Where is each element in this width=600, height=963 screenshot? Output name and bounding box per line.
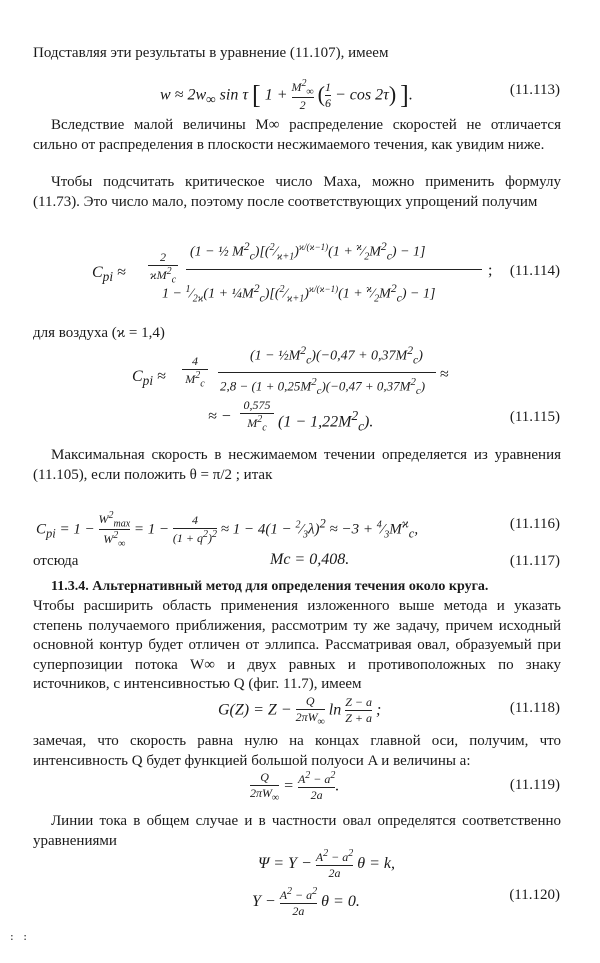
paragraph-small-mach: Вследствие малой величины M∞ распределение скоростей не отличается сильно от распределения в плоскости несжимаемого течения, как увидим ниже. (33, 117, 561, 153)
equation-11-120-second: Y − $\frac{A^2 - a^2}{2a}$ θ = 0. (252, 886, 360, 918)
paragraph-critical-mach: Чтобы подсчитать критическое число Маха, можно применить формулу (11.73). Это число мало, поэтому после соответствующих упрощений получим (33, 174, 561, 210)
equation-number-11-114: (11.114) (509, 263, 560, 279)
scan-mark: : : (10, 930, 30, 943)
label-hence: отсюда (33, 553, 79, 569)
equation-11-117: Mc = 0,408. (270, 551, 350, 568)
equation-number-11-117: (11.117) (509, 553, 560, 569)
equation-11-118: G(Z) = Z − $\frac{Q}{2\pi W_\infty}$ ln $\frac{Z - a}{Z + a}$ ; (218, 694, 382, 728)
equation-11-114: $C_{pi}$ ≈ 2 $ϰM^2_c$ (1 − ½ $M^2_c)[(^2⁄_{ϰ+1})^{ϰ/(ϰ-1)}(1$ + $^ϰ⁄_2M^2_c) - 1$] $1 - ^1⁄_{2ϰ}(1$ + $\frac{1}{4}M^2_c)[(^2⁄_{ϰ+1})^{ϰ/(ϰ-1)}(1$ + $^ϰ⁄_2M^2_c) - 1$] ; (92, 240, 493, 305)
equation-11-120-first: Ψ = Y − $\frac{A^2 - a^2}{2a}$ θ = k, (258, 848, 395, 880)
label-for-air: для воздуха (ϰ = 1,4) (33, 325, 165, 341)
paragraph-max-velocity: Максимальная скорость в несжимаемом течении определяется из уравнения (11.105), если положить θ = π/2 ; итак (33, 447, 561, 483)
equation-number-11-120: (11.120) (509, 887, 560, 903)
equation-number-11-115: (11.115) (509, 409, 560, 425)
equation-number-11-113: (11.113) (509, 82, 560, 98)
section-title-11-3-4: 11.3.4. Альтернативный метод для определения течения около круга. (51, 579, 489, 594)
equation-11-119: $\frac{Q}{2\pi W_\infty}$ = $\frac{A^2 - a^2}{2a}$ . (250, 770, 340, 804)
paragraph-intensity: замечая, что скорость равна нулю на концах главной оси, получим, что интенсивность Q будет функцией большой полуоси A и величины a: (33, 733, 561, 769)
equation-11-115: $C_{pi}$ ≈ 4 $M^2_c$ $(1 - \frac{1}{2}M^2_c)(-0,47 + 0,37M^2_c)$ $2,8 - (1 + 0,25M^2_c)(-0,47 + 0,37M^2_c)$ ≈ ≈ − 0,575 $M^2_c$ $(1 - 1,22M^2_c)$. (132, 344, 449, 434)
equation-number-11-118: (11.118) (509, 700, 560, 716)
equation-11-116: $C_{pi} = 1$ − $W^2_{max}$ $W^2_\infty$ = 1 − $\frac{4}{(1 + q^2)^2}$ ≈ $1 - 4(1 - ^2⁄_3\lambda)^2 \approx -3$ + $^4⁄_3M^ϰ_c$, (36, 510, 419, 550)
equation-number-11-119: (11.119) (509, 777, 560, 793)
paragraph-oval-method: Чтобы расширить область применения изложенного выше метода и указать степень получаемого приближения, рассмотрим ту же задачу, причем исходный основной контур будет отличен от эллипса. Рассматривая овал, образуемый при суперпозиции потока W∞ и двух равных и противоположных по знаку источников, с интенсивностью Q (фиг. 11.7), имеем (33, 598, 561, 692)
paragraph-intro: Подставляя эти результаты в уравнение (11.107), имеем (33, 45, 389, 61)
paragraph-streamlines: Линии тока в общем случае и в частности овал определятся соответственно уравнениями (33, 813, 561, 849)
equation-number-11-116: (11.116) (509, 516, 560, 532)
equation-11-113: $w \approx 2w_\infty$ sin τ [ 1 + $\frac{M^2_\infty}{2}$ ( $\frac{1}{6}$ − cos 2τ) ]. (160, 78, 413, 113)
